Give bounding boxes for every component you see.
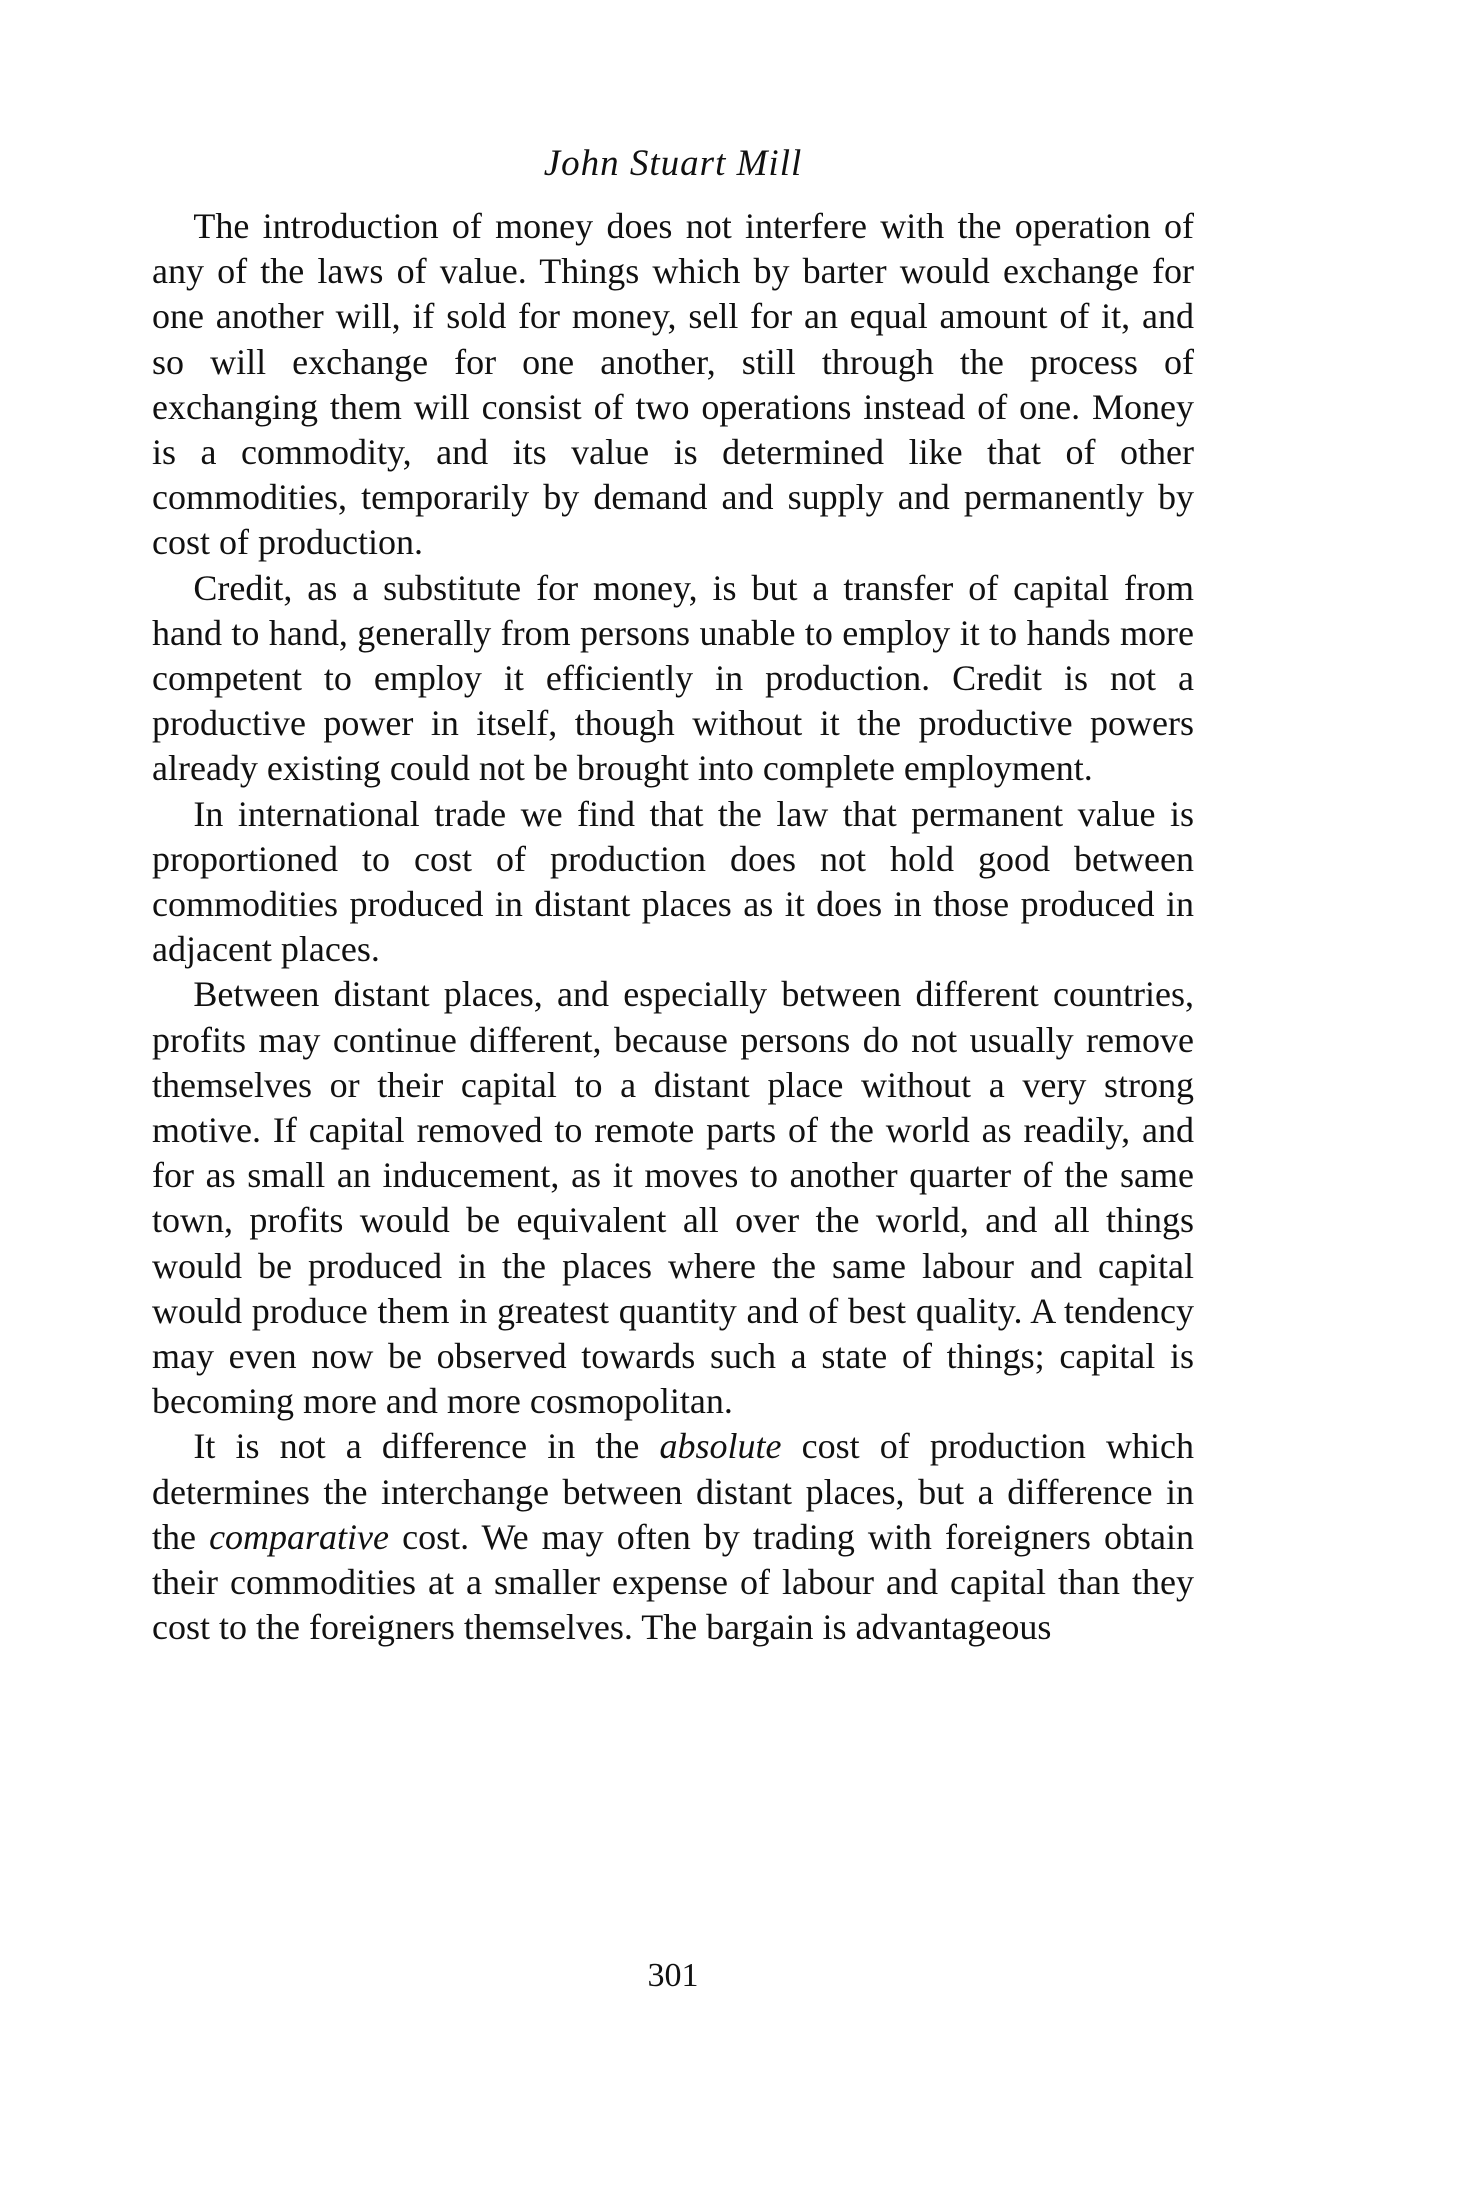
paragraph-international-trade: In international trade we find that the law that permanent value is proportioned to cost of production does not hold good between commodities produced in distant places as it does in those produced in adjacent places. [152, 793, 1194, 970]
paragraph-text-segment: It is not a difference in the [193, 1426, 660, 1467]
paragraph-text-segment: cost. We may often by trading with foreigners obtain their commodities at a smaller expense of labour and capital than they cost to the foreigners themselves. The bargain is advantageous [152, 1516, 1194, 1648]
page-number: 301 [647, 1957, 699, 1994]
paragraph-credit: Credit, as a substitute for money, is but a transfer of capital from hand to hand, generally from persons unable to employ it to hands more competent to employ it efficiently in production. Credit is not a productive power in itself, though without it the productive powers already existing could not be brought into complete employment. [152, 567, 1194, 789]
paragraph-comparative-cost [152, 1424, 1194, 1650]
running-head: John Stuart Mill [543, 143, 803, 184]
emphasis-comparative: comparative [209, 1516, 390, 1557]
paragraph-distant-places: Between distant places, and especially between different countries, profits may continue different, because persons do not usually remove themselves or their capital to a distant place without a very strong motive. If capital removed to remote parts of the world as readily, and for as small an inducement, as it moves to another quarter of the same town, profits would be equivalent all over the world, and all things would be produced in the places where the same labour and capital would produce them in greatest quantity and of best quality. A tendency may even now be observed towards such a state of things; capital is becoming more and more cosmopolitan. [152, 974, 1194, 1422]
emphasis-absolute: absolute [659, 1426, 782, 1467]
body-text [152, 204, 1194, 1651]
paragraph-text-segment: cost of production which determines the interchange between distant places, but a difference in the [152, 1426, 1194, 1557]
paragraph-money: The introduction of money does not interfere with the operation of any of the laws of value. Things which by barter would exchange for one another will, if sold for money, sell for an equal amount of it, and so will exchange for one another, still through the process of exchanging them will consist of two operations instead of one. Money is a commodity, and its value is determined like that of other commodities, temporarily by demand and supply and permanently by cost of production. [152, 206, 1194, 563]
